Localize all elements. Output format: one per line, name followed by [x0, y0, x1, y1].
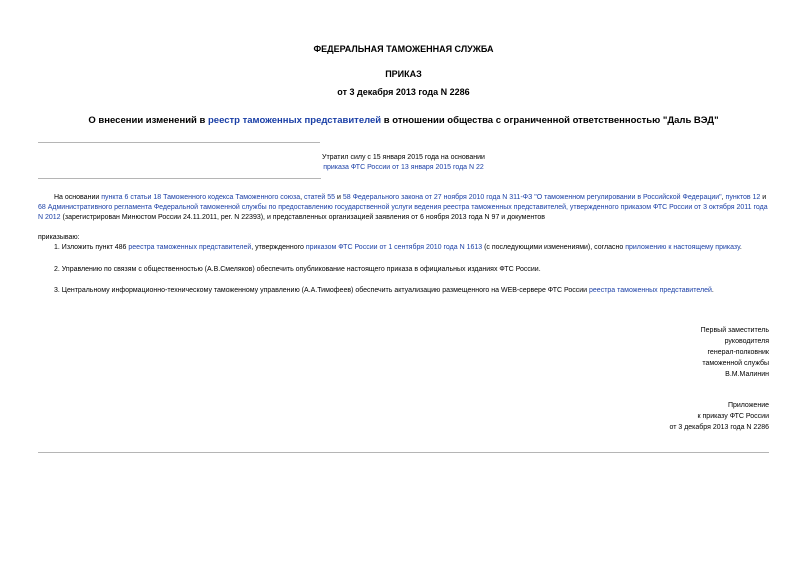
- divider-bottom: [38, 452, 769, 453]
- date-number-heading: от 3 декабря 2013 года N 2286: [337, 87, 470, 97]
- preamble-text-6: (зарегистрирован Минюстом России 24.11.2011, рег. N 22393), и представленных организацией заявления от 6 ноября 2013 года N 97 и документов: [60, 214, 545, 221]
- link-clause-12[interactable]: пунктов 12: [725, 194, 761, 201]
- signature-line-1: Первый заместитель: [700, 327, 769, 334]
- item1-link-appendix[interactable]: приложению к настоящему приказу: [625, 244, 740, 251]
- signature-line-3: генерал-полковник: [707, 349, 769, 356]
- appendix-block: [669, 400, 769, 433]
- divider-status: [38, 178, 321, 179]
- signature-line-4: таможенной службы: [702, 360, 769, 367]
- link-customs-code[interactable]: пункта 6 статьи 18 Таможенного кодекса Таможенного союза: [101, 194, 301, 201]
- preamble-text-3: и: [335, 194, 343, 201]
- signature-line-5: В.М.Малинин: [725, 371, 769, 378]
- item1-text-1: 1. Изложить пункт 486: [54, 244, 129, 251]
- item3-text-1: 3. Центральному информационно-техническому таможенному управлению (А.А.Тимофеев) обеспечить актуализацию размещенного на WEB-сервере ФТС России: [54, 287, 590, 294]
- order-item-3: [54, 286, 770, 296]
- item1-link-registry[interactable]: реестра таможенных представителей: [128, 244, 252, 251]
- document-title: [0, 115, 807, 126]
- doc-type-heading: ПРИКАЗ: [385, 69, 422, 79]
- order-item-1: [54, 243, 770, 253]
- preamble-text-5: и: [760, 194, 767, 201]
- signature-line-2: руководителя: [724, 338, 769, 345]
- link-federal-law[interactable]: 58 Федерального закона от 27 ноября 2010 года N 311-ФЗ "О таможенном регулировании в Российской Федерации": [342, 194, 722, 201]
- appendix-line-1: Приложение: [727, 402, 769, 409]
- appendix-line-3: от 3 декабря 2013 года N 2286: [669, 424, 769, 431]
- link-admin-regulation[interactable]: 68 Административного регламента Федеральной таможенной службы по предоставлению государственной услуги ведения реестра таможенных представителей, утвержденного приказом ФТС России от 3 октября 2011 года N 2012: [38, 204, 768, 221]
- item2-text-1: 2. Управлению по связям с общественностью (А.В.Смеляков) обеспечить опубликование настоящего приказа в официальных изданиях ФТС России.: [54, 266, 541, 273]
- preamble-text-2: ,: [300, 194, 305, 201]
- item3-text-2: .: [711, 287, 714, 294]
- divider-top: [38, 142, 320, 143]
- agency-heading: ФЕДЕРАЛЬНАЯ ТАМОЖЕННАЯ СЛУЖБА: [313, 44, 494, 54]
- status-link-repeal-order[interactable]: приказа ФТС России от 13 января 2015 года N 22: [323, 164, 484, 171]
- appendix-line-2: к приказу ФТС России: [697, 413, 769, 420]
- item1-text-4: .: [739, 244, 742, 251]
- title-link-registry[interactable]: реестр таможенных представителей: [208, 115, 382, 126]
- title-text-pre: О внесении изменений в: [88, 115, 208, 126]
- preamble-text-4: ,: [721, 194, 726, 201]
- item1-text-2: , утвержденного: [251, 244, 306, 251]
- status-line: Утратил силу с 15 января 2015 года на основании: [322, 154, 485, 161]
- preamble-text-1: На основании: [54, 194, 102, 201]
- signature-block: [701, 325, 769, 380]
- item3-link-registry[interactable]: реестра таможенных представителей: [589, 287, 712, 294]
- order-word: приказываю:: [38, 234, 80, 241]
- order-item-2: [54, 265, 770, 275]
- preamble-paragraph: [38, 193, 770, 223]
- status-block: [0, 153, 807, 173]
- link-article-55[interactable]: статей 55: [304, 194, 336, 201]
- item1-link-order-1613[interactable]: приказом ФТС России от 1 сентября 2010 года N 1613: [305, 244, 483, 251]
- item1-text-3: (с последующими изменениями), согласно: [482, 244, 626, 251]
- title-text-post: в отношении общества с ограниченной ответственностью "Даль ВЭД": [381, 115, 719, 126]
